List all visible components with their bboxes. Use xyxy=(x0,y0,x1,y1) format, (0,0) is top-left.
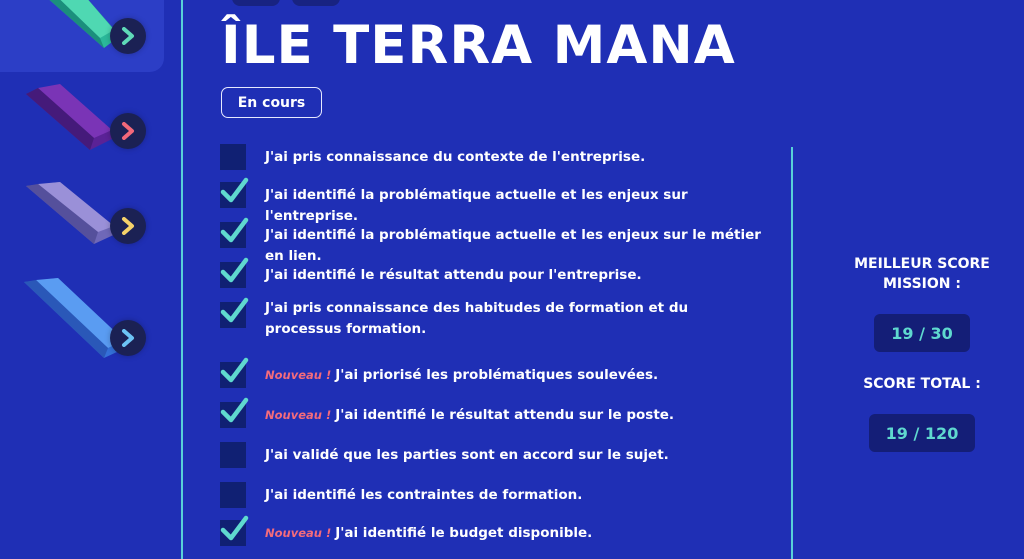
island-3-arrow-button[interactable] xyxy=(110,208,146,244)
checklist-item-text xyxy=(265,405,765,426)
checkmark-icon xyxy=(219,396,249,426)
island-2-arrow-button[interactable] xyxy=(110,113,146,149)
checklist-item-label: J'ai identifié les contraintes de formation. xyxy=(265,487,583,503)
score-divider xyxy=(791,147,793,559)
checked-checkbox[interactable] xyxy=(220,182,246,208)
checklist-item-label: J'ai identifié le budget disponible. xyxy=(335,525,593,541)
empty-checkbox[interactable] xyxy=(220,482,246,508)
checked-checkbox[interactable] xyxy=(220,262,246,288)
island-title: ÎLE TERRA MANA xyxy=(221,15,736,76)
checklist-item-label: J'ai identifié le résultat attendu pour l'entreprise. xyxy=(265,267,642,283)
new-tag: Nouveau ! xyxy=(265,368,332,382)
checklist-item-label: J'ai validé que les parties sont en accord sur le sujet. xyxy=(265,447,669,463)
empty-checkbox[interactable] xyxy=(220,442,246,468)
checklist-item-text xyxy=(265,523,765,544)
island-item-1[interactable] xyxy=(0,0,168,78)
checklist-item-text xyxy=(265,445,765,466)
checked-checkbox[interactable] xyxy=(220,362,246,388)
checklist-item-label: J'ai pris connaissance du contexte de l'entreprise. xyxy=(265,149,646,165)
checklist-item-label: J'ai pris connaissance des habitudes de formation et du processus formation. xyxy=(265,300,689,337)
sidebar-divider xyxy=(181,0,183,559)
checklist-item-label: J'ai identifié le résultat attendu sur le poste. xyxy=(335,407,675,423)
checklist-item-label: J'ai identifié la problématique actuelle et les enjeux sur l'entreprise. xyxy=(265,187,688,224)
checklist-item-text xyxy=(265,485,765,506)
chevron-right-icon xyxy=(120,122,136,140)
checklist-item-label: J'ai identifié la problématique actuelle et les enjeux sur le métier en lien. xyxy=(265,227,761,264)
checkmark-icon xyxy=(219,216,249,246)
checked-checkbox[interactable] xyxy=(220,302,246,328)
top-tab-1[interactable] xyxy=(232,0,280,6)
island-4-arrow-button[interactable] xyxy=(110,320,146,356)
total-score-value: 19 / 120 xyxy=(869,414,975,452)
checked-checkbox[interactable] xyxy=(220,520,246,546)
checkmark-icon xyxy=(219,256,249,286)
checked-checkbox[interactable] xyxy=(220,222,246,248)
island-1-arrow-button[interactable] xyxy=(110,18,146,54)
checkmark-icon xyxy=(219,514,249,544)
checklist-item-text xyxy=(265,185,765,227)
checkmark-icon xyxy=(219,296,249,326)
best-score-label: MEILLEUR SCORE MISSION : xyxy=(854,256,990,292)
checklist-item-label: J'ai priorisé les problématiques soulevées. xyxy=(335,367,659,383)
checklist-item-text xyxy=(265,365,765,386)
total-score-label: SCORE TOTAL : xyxy=(863,376,981,392)
checklist-item-text xyxy=(265,265,765,286)
top-tab-2[interactable] xyxy=(292,0,340,6)
violet-crystal-icon xyxy=(8,176,128,256)
checklist-item-text xyxy=(265,225,765,267)
chevron-right-icon xyxy=(120,217,136,235)
checklist-item-text xyxy=(265,298,765,340)
new-tag: Nouveau ! xyxy=(265,408,332,422)
checkmark-icon xyxy=(219,176,249,206)
purple-crystal-icon xyxy=(8,80,128,160)
best-score-value: 19 / 30 xyxy=(874,314,970,352)
chevron-right-icon xyxy=(120,329,136,347)
checked-checkbox[interactable] xyxy=(220,402,246,428)
island-sidebar xyxy=(0,0,168,559)
empty-checkbox[interactable] xyxy=(220,144,246,170)
chevron-right-icon xyxy=(120,27,136,45)
green-crystal-icon xyxy=(8,0,128,58)
status-badge: En cours xyxy=(221,87,322,118)
checklist-item-text xyxy=(265,147,765,168)
checkmark-icon xyxy=(219,356,249,386)
new-tag: Nouveau ! xyxy=(265,526,332,540)
island-item-3[interactable] xyxy=(0,176,168,266)
island-item-4[interactable] xyxy=(0,276,168,366)
island-item-2[interactable] xyxy=(0,80,168,170)
